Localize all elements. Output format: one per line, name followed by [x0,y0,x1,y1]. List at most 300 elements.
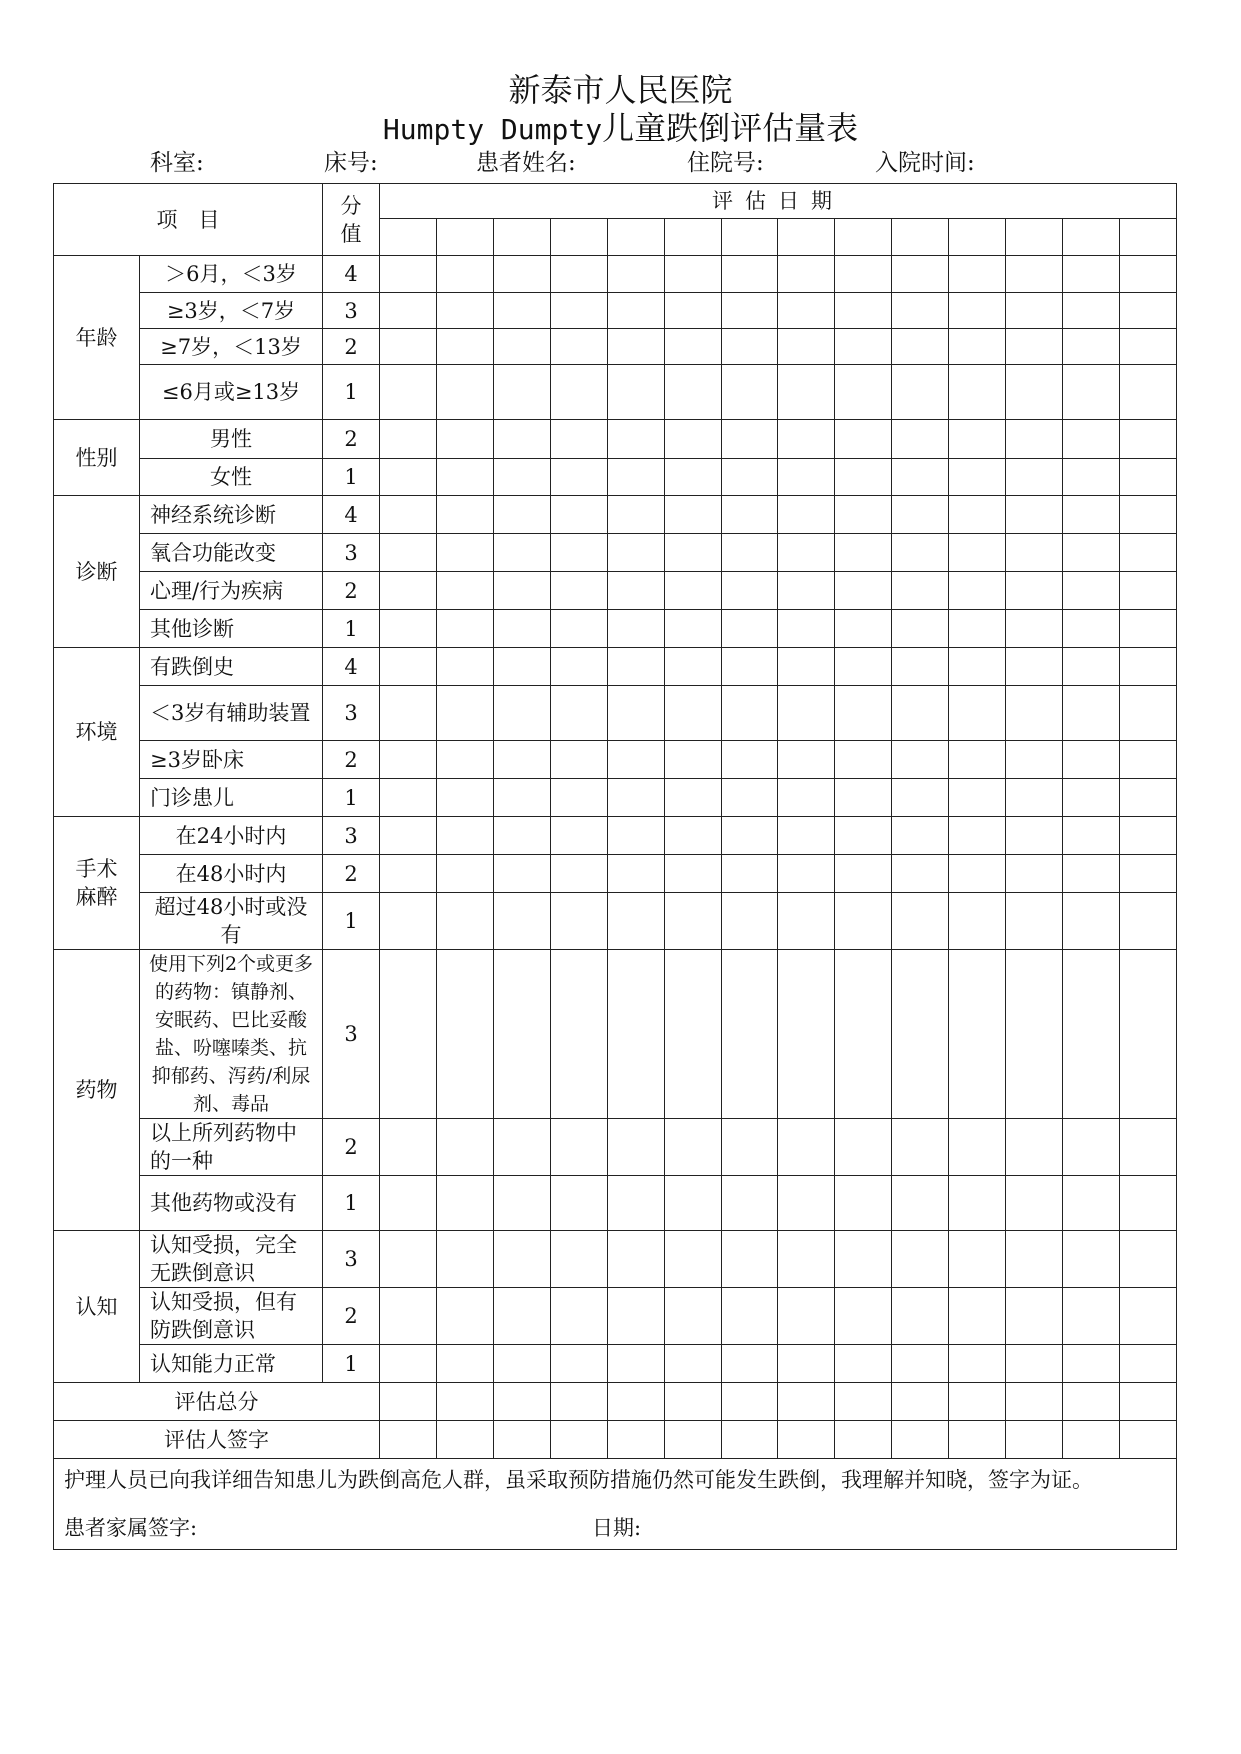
item-date-cell[interactable] [721,741,778,779]
item-date-cell[interactable] [892,686,949,741]
item-date-cell[interactable] [550,459,607,496]
item-date-cell[interactable] [892,256,949,293]
item-date-cell[interactable] [1063,610,1120,648]
item-date-cell[interactable] [835,256,892,293]
item-date-cell[interactable] [436,1288,493,1345]
item-date-cell[interactable] [380,256,437,293]
header-date-cell[interactable] [1119,219,1176,256]
item-date-cell[interactable] [892,741,949,779]
item-date-cell[interactable] [949,420,1006,459]
item-date-cell[interactable] [493,1176,550,1231]
item-date-cell[interactable] [493,293,550,329]
item-date-cell[interactable] [892,1231,949,1288]
item-date-cell[interactable] [664,686,721,741]
item-date-cell[interactable] [835,1231,892,1288]
item-date-cell[interactable] [436,1176,493,1231]
item-date-cell[interactable] [892,293,949,329]
item-date-cell[interactable] [1006,779,1063,817]
item-date-cell[interactable] [664,855,721,893]
header-date-cell[interactable] [436,219,493,256]
item-date-cell[interactable] [1006,459,1063,496]
item-date-cell[interactable] [835,610,892,648]
item-date-cell[interactable] [436,365,493,420]
total-date-cell[interactable] [493,1383,550,1421]
item-date-cell[interactable] [892,496,949,534]
header-date-cell[interactable] [550,219,607,256]
item-date-cell[interactable] [1006,329,1063,365]
item-date-cell[interactable] [380,817,437,855]
item-date-cell[interactable] [892,1176,949,1231]
item-date-cell[interactable] [949,1345,1006,1383]
item-date-cell[interactable] [550,855,607,893]
item-date-cell[interactable] [493,648,550,686]
item-date-cell[interactable] [664,648,721,686]
item-date-cell[interactable] [1119,893,1176,950]
item-date-cell[interactable] [1063,534,1120,572]
item-date-cell[interactable] [550,1288,607,1345]
item-date-cell[interactable] [1063,293,1120,329]
item-date-cell[interactable] [721,1288,778,1345]
header-date-cell[interactable] [1063,219,1120,256]
item-date-cell[interactable] [949,950,1006,1119]
item-date-cell[interactable] [835,572,892,610]
item-date-cell[interactable] [607,648,664,686]
item-date-cell[interactable] [436,329,493,365]
item-date-cell[interactable] [1119,293,1176,329]
item-date-cell[interactable] [721,1119,778,1176]
item-date-cell[interactable] [1006,893,1063,950]
item-date-cell[interactable] [1119,686,1176,741]
item-date-cell[interactable] [835,950,892,1119]
item-date-cell[interactable] [892,1288,949,1345]
item-date-cell[interactable] [664,329,721,365]
item-date-cell[interactable] [1006,741,1063,779]
item-date-cell[interactable] [436,1345,493,1383]
item-date-cell[interactable] [778,293,835,329]
item-date-cell[interactable] [778,420,835,459]
item-date-cell[interactable] [380,855,437,893]
item-date-cell[interactable] [949,610,1006,648]
item-date-cell[interactable] [493,420,550,459]
signer-date-cell[interactable] [380,1421,437,1459]
item-date-cell[interactable] [607,1345,664,1383]
item-date-cell[interactable] [607,855,664,893]
item-date-cell[interactable] [1063,648,1120,686]
item-date-cell[interactable] [436,1231,493,1288]
item-date-cell[interactable] [835,1345,892,1383]
item-date-cell[interactable] [664,256,721,293]
item-date-cell[interactable] [949,817,1006,855]
item-date-cell[interactable] [778,686,835,741]
item-date-cell[interactable] [436,648,493,686]
item-date-cell[interactable] [1006,365,1063,420]
item-date-cell[interactable] [550,256,607,293]
total-date-cell[interactable] [664,1383,721,1421]
item-date-cell[interactable] [1006,855,1063,893]
item-date-cell[interactable] [436,741,493,779]
item-date-cell[interactable] [550,329,607,365]
item-date-cell[interactable] [1119,420,1176,459]
header-date-cell[interactable] [892,219,949,256]
item-date-cell[interactable] [892,648,949,686]
item-date-cell[interactable] [949,1288,1006,1345]
item-date-cell[interactable] [493,459,550,496]
signer-date-cell[interactable] [778,1421,835,1459]
item-date-cell[interactable] [607,496,664,534]
item-date-cell[interactable] [721,855,778,893]
header-date-cell[interactable] [778,219,835,256]
item-date-cell[interactable] [493,534,550,572]
item-date-cell[interactable] [1063,741,1120,779]
item-date-cell[interactable] [664,1176,721,1231]
item-date-cell[interactable] [607,893,664,950]
item-date-cell[interactable] [1063,1119,1120,1176]
item-date-cell[interactable] [380,610,437,648]
item-date-cell[interactable] [436,420,493,459]
total-date-cell[interactable] [1006,1383,1063,1421]
item-date-cell[interactable] [1063,420,1120,459]
item-date-cell[interactable] [493,1119,550,1176]
item-date-cell[interactable] [892,534,949,572]
total-date-cell[interactable] [778,1383,835,1421]
item-date-cell[interactable] [664,893,721,950]
item-date-cell[interactable] [436,459,493,496]
item-date-cell[interactable] [892,817,949,855]
item-date-cell[interactable] [835,1176,892,1231]
item-date-cell[interactable] [380,1288,437,1345]
item-date-cell[interactable] [721,817,778,855]
item-date-cell[interactable] [1006,950,1063,1119]
item-date-cell[interactable] [607,741,664,779]
item-date-cell[interactable] [835,741,892,779]
item-date-cell[interactable] [380,1345,437,1383]
item-date-cell[interactable] [1006,293,1063,329]
item-date-cell[interactable] [1119,365,1176,420]
item-date-cell[interactable] [550,950,607,1119]
item-date-cell[interactable] [1063,893,1120,950]
item-date-cell[interactable] [436,893,493,950]
item-date-cell[interactable] [835,817,892,855]
item-date-cell[interactable] [1119,779,1176,817]
item-date-cell[interactable] [607,1176,664,1231]
item-date-cell[interactable] [778,741,835,779]
total-date-cell[interactable] [949,1383,1006,1421]
item-date-cell[interactable] [493,950,550,1119]
item-date-cell[interactable] [436,1119,493,1176]
item-date-cell[interactable] [550,817,607,855]
item-date-cell[interactable] [607,686,664,741]
item-date-cell[interactable] [1119,1119,1176,1176]
item-date-cell[interactable] [436,293,493,329]
item-date-cell[interactable] [607,420,664,459]
item-date-cell[interactable] [550,534,607,572]
item-date-cell[interactable] [380,1176,437,1231]
total-date-cell[interactable] [550,1383,607,1421]
item-date-cell[interactable] [664,365,721,420]
item-date-cell[interactable] [550,686,607,741]
item-date-cell[interactable] [835,329,892,365]
item-date-cell[interactable] [380,365,437,420]
total-date-cell[interactable] [892,1383,949,1421]
item-date-cell[interactable] [550,610,607,648]
item-date-cell[interactable] [835,496,892,534]
item-date-cell[interactable] [721,1176,778,1231]
item-date-cell[interactable] [721,950,778,1119]
item-date-cell[interactable] [835,893,892,950]
item-date-cell[interactable] [550,648,607,686]
item-date-cell[interactable] [778,496,835,534]
item-date-cell[interactable] [1006,496,1063,534]
item-date-cell[interactable] [493,1231,550,1288]
item-date-cell[interactable] [607,534,664,572]
item-date-cell[interactable] [664,779,721,817]
item-date-cell[interactable] [607,817,664,855]
item-date-cell[interactable] [949,1176,1006,1231]
item-date-cell[interactable] [664,950,721,1119]
item-date-cell[interactable] [436,572,493,610]
item-date-cell[interactable] [607,459,664,496]
item-date-cell[interactable] [949,855,1006,893]
item-date-cell[interactable] [1119,534,1176,572]
item-date-cell[interactable] [1119,1176,1176,1231]
item-date-cell[interactable] [664,496,721,534]
total-date-cell[interactable] [1119,1383,1176,1421]
item-date-cell[interactable] [436,256,493,293]
item-date-cell[interactable] [1119,610,1176,648]
total-date-cell[interactable] [380,1383,437,1421]
item-date-cell[interactable] [835,686,892,741]
item-date-cell[interactable] [778,534,835,572]
item-date-cell[interactable] [892,855,949,893]
item-date-cell[interactable] [1119,459,1176,496]
signer-date-cell[interactable] [1063,1421,1120,1459]
item-date-cell[interactable] [1063,950,1120,1119]
total-date-cell[interactable] [1063,1383,1120,1421]
item-date-cell[interactable] [550,1119,607,1176]
item-date-cell[interactable] [949,365,1006,420]
item-date-cell[interactable] [892,950,949,1119]
item-date-cell[interactable] [493,741,550,779]
item-date-cell[interactable] [1006,1345,1063,1383]
item-date-cell[interactable] [778,893,835,950]
item-date-cell[interactable] [892,610,949,648]
header-date-cell[interactable] [664,219,721,256]
item-date-cell[interactable] [1119,1345,1176,1383]
item-date-cell[interactable] [949,572,1006,610]
item-date-cell[interactable] [835,420,892,459]
item-date-cell[interactable] [1119,817,1176,855]
item-date-cell[interactable] [835,779,892,817]
item-date-cell[interactable] [493,1345,550,1383]
header-date-cell[interactable] [1006,219,1063,256]
item-date-cell[interactable] [436,855,493,893]
item-date-cell[interactable] [892,779,949,817]
item-date-cell[interactable] [778,329,835,365]
item-date-cell[interactable] [1006,1119,1063,1176]
signer-date-cell[interactable] [1006,1421,1063,1459]
item-date-cell[interactable] [721,572,778,610]
item-date-cell[interactable] [835,1119,892,1176]
item-date-cell[interactable] [1063,496,1120,534]
signer-date-cell[interactable] [949,1421,1006,1459]
item-date-cell[interactable] [1063,686,1120,741]
item-date-cell[interactable] [607,1119,664,1176]
item-date-cell[interactable] [493,855,550,893]
item-date-cell[interactable] [949,496,1006,534]
item-date-cell[interactable] [1006,1288,1063,1345]
item-date-cell[interactable] [1119,496,1176,534]
item-date-cell[interactable] [721,648,778,686]
item-date-cell[interactable] [664,1288,721,1345]
item-date-cell[interactable] [949,329,1006,365]
item-date-cell[interactable] [664,817,721,855]
item-date-cell[interactable] [778,648,835,686]
item-date-cell[interactable] [949,686,1006,741]
item-date-cell[interactable] [607,329,664,365]
item-date-cell[interactable] [1063,572,1120,610]
item-date-cell[interactable] [380,496,437,534]
item-date-cell[interactable] [664,1119,721,1176]
item-date-cell[interactable] [949,741,1006,779]
item-date-cell[interactable] [1063,256,1120,293]
item-date-cell[interactable] [607,779,664,817]
item-date-cell[interactable] [493,365,550,420]
item-date-cell[interactable] [550,496,607,534]
header-date-cell[interactable] [835,219,892,256]
item-date-cell[interactable] [1119,741,1176,779]
item-date-cell[interactable] [1063,817,1120,855]
item-date-cell[interactable] [721,1231,778,1288]
item-date-cell[interactable] [1119,1288,1176,1345]
item-date-cell[interactable] [493,256,550,293]
item-date-cell[interactable] [835,293,892,329]
item-date-cell[interactable] [380,420,437,459]
item-date-cell[interactable] [1063,779,1120,817]
item-date-cell[interactable] [1006,256,1063,293]
item-date-cell[interactable] [1119,572,1176,610]
signer-date-cell[interactable] [835,1421,892,1459]
item-date-cell[interactable] [721,459,778,496]
item-date-cell[interactable] [550,779,607,817]
item-date-cell[interactable] [1006,420,1063,459]
item-date-cell[interactable] [778,365,835,420]
item-date-cell[interactable] [778,950,835,1119]
item-date-cell[interactable] [1063,329,1120,365]
signer-date-cell[interactable] [721,1421,778,1459]
item-date-cell[interactable] [835,365,892,420]
item-date-cell[interactable] [949,1119,1006,1176]
item-date-cell[interactable] [892,329,949,365]
total-date-cell[interactable] [607,1383,664,1421]
item-date-cell[interactable] [380,1119,437,1176]
item-date-cell[interactable] [493,329,550,365]
item-date-cell[interactable] [835,459,892,496]
item-date-cell[interactable] [892,459,949,496]
item-date-cell[interactable] [607,1231,664,1288]
item-date-cell[interactable] [493,1288,550,1345]
item-date-cell[interactable] [493,496,550,534]
item-date-cell[interactable] [493,686,550,741]
item-date-cell[interactable] [436,817,493,855]
item-date-cell[interactable] [493,779,550,817]
item-date-cell[interactable] [664,610,721,648]
item-date-cell[interactable] [550,1231,607,1288]
item-date-cell[interactable] [1063,1288,1120,1345]
item-date-cell[interactable] [778,1176,835,1231]
item-date-cell[interactable] [380,329,437,365]
item-date-cell[interactable] [1063,1176,1120,1231]
item-date-cell[interactable] [380,534,437,572]
item-date-cell[interactable] [778,459,835,496]
item-date-cell[interactable] [380,741,437,779]
item-date-cell[interactable] [550,741,607,779]
item-date-cell[interactable] [550,1176,607,1231]
item-date-cell[interactable] [721,496,778,534]
item-date-cell[interactable] [380,459,437,496]
item-date-cell[interactable] [949,1231,1006,1288]
item-date-cell[interactable] [949,293,1006,329]
item-date-cell[interactable] [778,1231,835,1288]
item-date-cell[interactable] [1006,534,1063,572]
item-date-cell[interactable] [892,572,949,610]
item-date-cell[interactable] [949,648,1006,686]
item-date-cell[interactable] [778,855,835,893]
item-date-cell[interactable] [607,365,664,420]
item-date-cell[interactable] [380,950,437,1119]
item-date-cell[interactable] [721,256,778,293]
item-date-cell[interactable] [778,610,835,648]
item-date-cell[interactable] [1063,855,1120,893]
item-date-cell[interactable] [778,817,835,855]
item-date-cell[interactable] [607,572,664,610]
item-date-cell[interactable] [1006,610,1063,648]
item-date-cell[interactable] [949,893,1006,950]
item-date-cell[interactable] [721,686,778,741]
item-date-cell[interactable] [778,1119,835,1176]
header-date-cell[interactable] [607,219,664,256]
item-date-cell[interactable] [550,572,607,610]
item-date-cell[interactable] [664,741,721,779]
item-date-cell[interactable] [380,648,437,686]
item-date-cell[interactable] [949,779,1006,817]
item-date-cell[interactable] [607,1288,664,1345]
item-date-cell[interactable] [1119,950,1176,1119]
item-date-cell[interactable] [607,950,664,1119]
item-date-cell[interactable] [607,293,664,329]
item-date-cell[interactable] [1063,1231,1120,1288]
item-date-cell[interactable] [1006,572,1063,610]
item-date-cell[interactable] [664,1345,721,1383]
item-date-cell[interactable] [892,420,949,459]
item-date-cell[interactable] [1006,648,1063,686]
item-date-cell[interactable] [721,534,778,572]
item-date-cell[interactable] [436,779,493,817]
item-date-cell[interactable] [778,256,835,293]
item-date-cell[interactable] [721,329,778,365]
total-date-cell[interactable] [835,1383,892,1421]
item-date-cell[interactable] [550,1345,607,1383]
signer-date-cell[interactable] [664,1421,721,1459]
item-date-cell[interactable] [892,1345,949,1383]
item-date-cell[interactable] [1006,817,1063,855]
item-date-cell[interactable] [436,610,493,648]
item-date-cell[interactable] [778,1288,835,1345]
item-date-cell[interactable] [721,779,778,817]
item-date-cell[interactable] [949,256,1006,293]
header-date-cell[interactable] [493,219,550,256]
item-date-cell[interactable] [493,572,550,610]
item-date-cell[interactable] [607,610,664,648]
